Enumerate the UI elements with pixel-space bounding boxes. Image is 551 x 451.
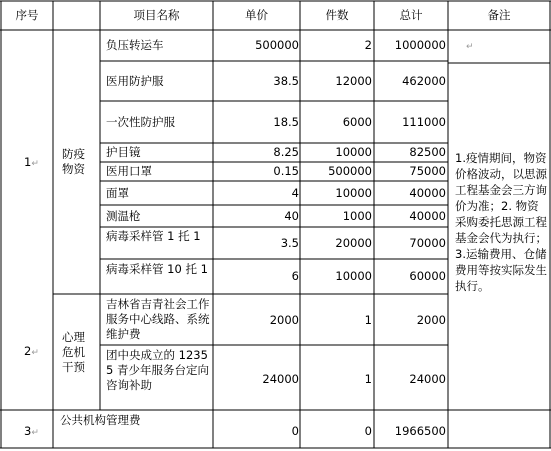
row1-qty: 2	[364, 38, 372, 52]
row4-name: 护目镜	[106, 145, 141, 159]
row5-name: 医用口罩	[106, 164, 152, 178]
header-seq: 序号	[15, 8, 39, 22]
row5-total: 75000	[409, 164, 446, 178]
row1-unit-price: 500000	[255, 38, 299, 52]
row11-name: 团中央成立的 12355 青少年服务台定向咨询补助	[106, 348, 209, 392]
row2-name: 医用防护服	[106, 74, 164, 88]
row6-qty: 10000	[335, 186, 372, 200]
header-item: 项目名称	[133, 8, 180, 22]
group2-category: 心理危机干预	[62, 330, 85, 374]
row12-name: 公共机构管理费	[60, 413, 141, 427]
header-qty: 件数	[325, 8, 349, 22]
header-total: 总计	[399, 8, 423, 22]
row10-total: 2000	[416, 313, 446, 327]
header-unit-price: 单价	[245, 8, 268, 22]
row10-qty: 1	[364, 313, 372, 327]
row9-name: 病毒采样管 10 托 1	[106, 262, 208, 276]
row3-total: 111000	[402, 115, 446, 129]
group3-seq: 3↵	[24, 424, 39, 438]
remark-text: 1.疫情期间，物资价格波动，以思源工程基金会三方询价为准；2. 物资采购委托思源工程基金会代为执行；3.运输费用、仓储费用等按实际发生执行。	[455, 151, 547, 293]
row5-qty: 500000	[328, 164, 372, 178]
row5-unit-price: 0.15	[273, 164, 299, 178]
row2-total: 462000	[402, 74, 446, 88]
row1-total: 1000000	[394, 38, 446, 52]
group1-category: 防疫物资	[62, 147, 85, 176]
row2-unit-price: 38.5	[273, 74, 299, 88]
row9-qty: 10000	[335, 269, 372, 283]
row2-qty: 12000	[335, 74, 372, 88]
row8-name: 病毒采样管 1 托 1	[106, 229, 201, 243]
row6-name: 面罩	[106, 186, 129, 200]
row8-qty: 20000	[335, 236, 372, 250]
header-remark: 备注	[487, 8, 511, 22]
group2-seq: 2↵	[24, 344, 39, 358]
row7-unit-price: 40	[284, 209, 299, 223]
row11-unit-price: 24000	[262, 372, 299, 386]
row11-total: 24000	[409, 372, 446, 386]
row10-unit-price: 2000	[269, 313, 299, 327]
row3-name: 一次性防护服	[106, 115, 175, 129]
row4-total: 82500	[409, 145, 446, 159]
row10-name: 吉林省吉青社会工作服务中心线路、系统维护费	[106, 297, 210, 341]
row7-name: 测温枪	[106, 209, 141, 223]
row12-qty: 0	[364, 424, 372, 438]
row12-unit-price: 0	[291, 424, 299, 438]
row1-name: 负压转运车	[106, 38, 164, 52]
remark-empty-mark: ↵	[466, 42, 474, 52]
row6-unit-price: 4	[291, 186, 299, 200]
row12-total: 1966500	[394, 424, 446, 438]
row11-qty: 1	[364, 372, 372, 386]
row7-total: 40000	[409, 209, 446, 223]
row4-qty: 10000	[335, 145, 372, 159]
row3-qty: 6000	[342, 115, 372, 129]
row9-unit-price: 6	[291, 269, 299, 283]
row8-total: 70000	[409, 236, 446, 250]
row4-unit-price: 8.25	[273, 145, 299, 159]
row9-total: 60000	[409, 269, 446, 283]
row6-total: 40000	[409, 186, 446, 200]
row8-unit-price: 3.5	[280, 236, 299, 250]
row7-qty: 1000	[342, 209, 372, 223]
group1-seq: 1↵	[24, 155, 39, 169]
row3-unit-price: 18.5	[273, 115, 299, 129]
